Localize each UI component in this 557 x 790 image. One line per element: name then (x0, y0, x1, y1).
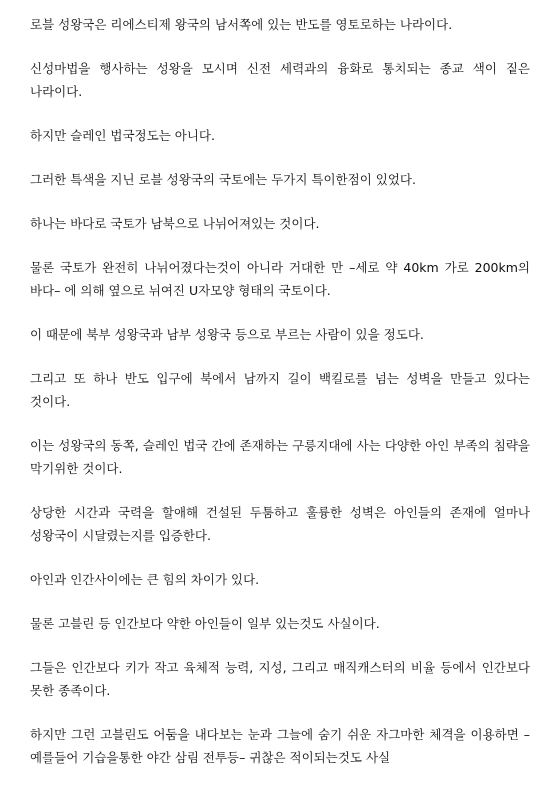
document-body (30, 13, 530, 790)
paragraph-5: 하나는 바다로 국토가 남북으로 나뉘어져있는 것이다. (30, 216, 320, 231)
paragraph-1: 로블 성왕국은 리에스티제 왕국의 남서쪽에 있는 반도를 영토로하는 나라이다. (30, 17, 453, 32)
paragraph-13: 그들은 인간보다 키가 작고 육체적 능력, 지성, 그리고 매직캐스터의 비율 등에서 인간보다 못한 종족이다. (30, 660, 530, 698)
paragraph-6: 물론 국토가 완전히 나뉘어졌다는것이 아니라 거대한 만 –세로 약 40km 가로 200km의 바다– 에 의해 옆으로 뉘여진 U자모양 형태의 국토이다. (30, 260, 530, 298)
paragraph-8: 그리고 또 하나 반도 입구에 북에서 남까지 길이 백킬로를 넘는 성벽을 만들고 있다는 것이다. (30, 371, 530, 409)
paragraph-11: 아인과 인간사이에는 큰 힘의 차이가 있다. (30, 572, 260, 587)
paragraph-2: 신성마법을 행사하는 성왕을 모시며 신전 세력과의 융화로 통치되는 종교 색이 짙은 나라이다. (30, 61, 530, 99)
paragraph-10: 상당한 시간과 국력을 할애해 건설된 두툼하고 훌륭한 성벽은 아인들의 존재에 얼마나 성왕국이 시달렸는지를 입증한다. (30, 505, 530, 543)
paragraph-4: 그러한 특색을 지닌 로블 성왕국의 국토에는 두가지 특이한점이 있었다. (30, 172, 416, 187)
paragraph-7: 이 때문에 북부 성왕국과 남부 성왕국 등으로 부르는 사람이 있을 정도다. (30, 327, 424, 342)
paragraph-14: 하지만 그런 고블린도 어둠을 내다보는 눈과 그늘에 숨기 쉬운 자그마한 체격을 이용하면 –예를들어 기습을통한 야간 삼림 전투등– 귀찮은 적이되는것도 사실 (30, 727, 530, 765)
paragraph-3: 하지만 슬레인 법국정도는 아니다. (30, 128, 215, 143)
paragraph-12: 물론 고블린 등 인간보다 약한 아인들이 일부 있는것도 사실이다. (30, 616, 380, 631)
paragraph-9: 이는 성왕국의 동쪽, 슬레인 법국 간에 존재하는 구릉지대에 사는 다양한 아인 부족의 침략을 막기위한 것이다. (30, 438, 530, 476)
